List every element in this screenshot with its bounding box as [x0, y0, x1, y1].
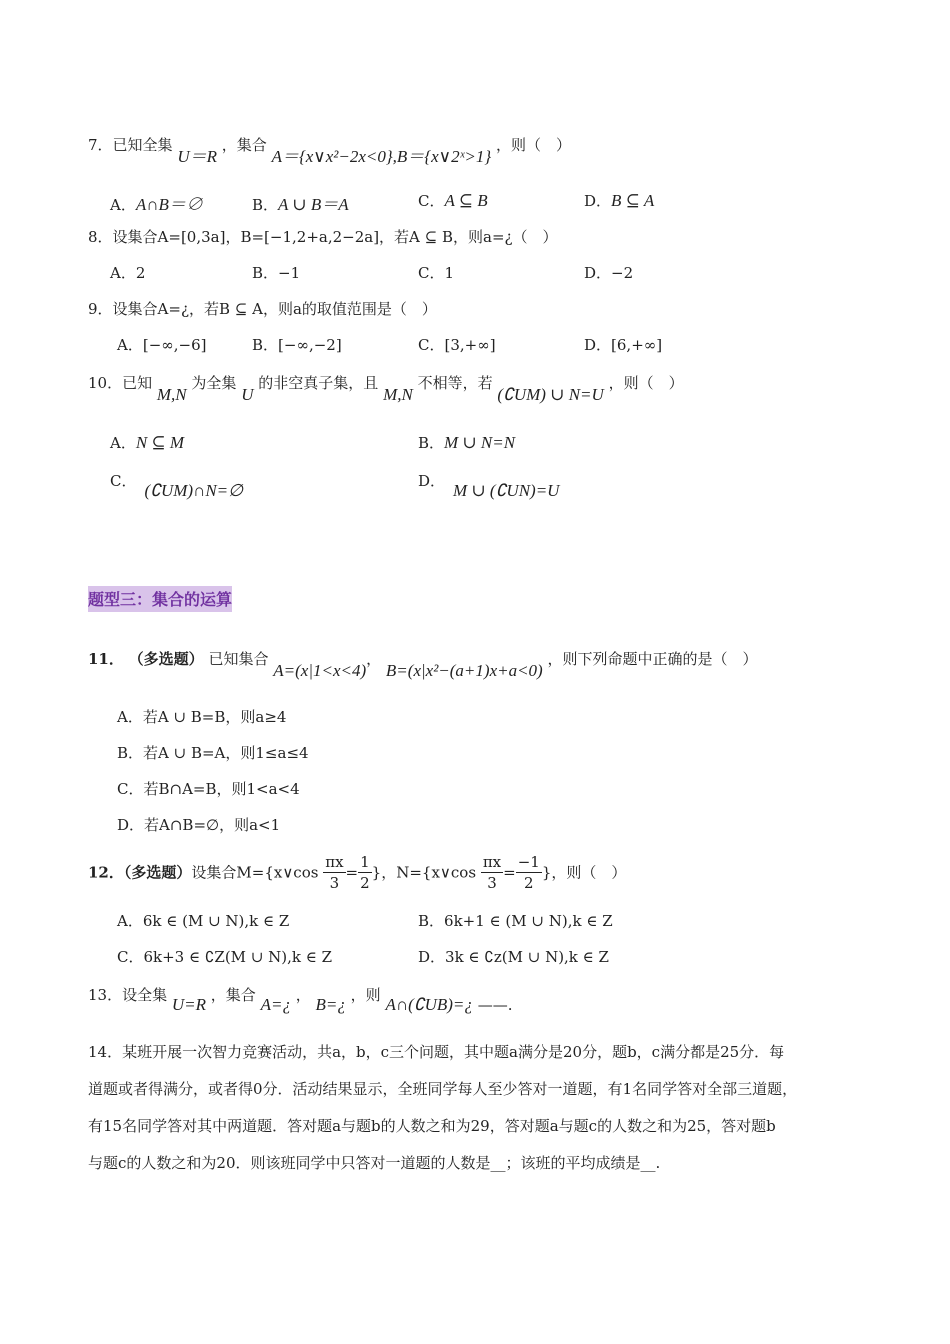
option-math: 2	[135, 264, 146, 282]
q13-stem-text-4: ，则	[350, 986, 381, 1004]
q7-stem-text-3: ，则（ ）	[495, 136, 571, 154]
q7-option-c[interactable]	[418, 190, 488, 211]
q12-fraction-3	[481, 852, 503, 893]
q12-stem-text-3: }，则（ ）	[541, 863, 627, 882]
option-label: B．	[252, 336, 279, 354]
q11-tag: （多选题）	[128, 650, 204, 668]
option-math: (∁UM)∩N=∅	[144, 481, 243, 500]
option-label: A．	[117, 912, 143, 930]
option-label: C．	[117, 780, 144, 798]
q12-equals: =	[345, 863, 359, 882]
q11-option-c[interactable]	[117, 778, 300, 799]
q11-number: 11．	[88, 650, 124, 668]
q10-stem-text: 10．已知	[88, 374, 153, 392]
q11-set-a: A=(x|1<x<4)	[273, 661, 367, 680]
fraction-denominator: 3	[487, 874, 497, 892]
option-label: D．	[584, 264, 612, 282]
option-math: M ∪ N=N	[444, 433, 516, 452]
option-math: 6k+1 ∈ (M ∪ N),k ∈ Z	[444, 912, 613, 930]
option-label: A．	[110, 196, 136, 214]
option-label: C．	[117, 948, 144, 966]
q13-answer-blank[interactable]: ——.	[477, 996, 513, 1014]
option-label: D．	[584, 192, 612, 210]
q14-line-1: 14．某班开展一次智力竞赛活动，共a，b，c三个问题，其中题a满分是20分，题b，c满分都是25分．每	[88, 1043, 785, 1061]
q13-expression: A∩(∁UB)=¿	[385, 995, 473, 1014]
q8-option-b[interactable]	[252, 262, 300, 283]
option-math: A∩B＝∅	[135, 195, 203, 214]
q13-stem-text-2: ，集合	[210, 986, 256, 1004]
q9-option-c[interactable]	[418, 334, 496, 355]
option-math: [6,+∞]	[611, 336, 663, 354]
option-label: B．	[252, 264, 279, 282]
option-label: D．	[418, 948, 446, 966]
q12-option-b[interactable]	[418, 910, 613, 931]
option-label: A．	[117, 336, 143, 354]
option-label: B．	[117, 744, 144, 762]
q9-option-d[interactable]	[584, 334, 662, 355]
option-math: 3k ∈ ∁z(M ∪ N),k ∈ Z	[445, 948, 609, 966]
q12-option-c[interactable]	[117, 946, 332, 967]
option-label: D．	[117, 816, 145, 834]
q13-stem-text: 13．设全集	[88, 986, 168, 1004]
q10-math-u: U	[241, 385, 254, 404]
q10-math-mn: M,N	[156, 385, 187, 404]
q7-stem	[88, 130, 571, 166]
q8-option-c[interactable]	[418, 262, 454, 283]
q14-paragraph	[88, 1034, 878, 1182]
q10-stem-text-2: 为全集	[191, 374, 237, 392]
fraction-numerator: πx	[482, 853, 502, 871]
fraction-denominator: 3	[329, 874, 340, 892]
option-text: 若A ∪ B=A，则1≤a≤4	[143, 744, 309, 762]
q7-option-d[interactable]	[584, 190, 654, 211]
option-math: −2	[611, 264, 634, 282]
option-text: 若B∩A=B，则1<a<4	[143, 780, 300, 798]
option-label: C．	[418, 336, 445, 354]
option-label: C．	[418, 264, 445, 282]
q10-stem-text-4: 不相等，若	[417, 374, 493, 392]
q14-line-4: 与题c的人数之和为20．则该班同学中只答对一道题的人数是__；该班的平均成绩是__.	[88, 1154, 661, 1172]
option-math: −1	[278, 264, 301, 282]
q13-universal-set: U=R	[171, 995, 207, 1014]
q10-option-b[interactable]	[418, 432, 515, 453]
q7-stem-text: 7．已知全集	[88, 136, 173, 154]
q7-set-definitions: A＝{x∨x²−2x<0},B＝{x∨2ˣ>1}	[271, 147, 492, 166]
q11-stem-text: 已知集合	[208, 650, 269, 668]
option-math: M ∪ (∁UN)=U	[453, 481, 560, 500]
q13-set-a: A=¿	[260, 995, 291, 1014]
q12-number: 12．	[88, 863, 124, 882]
q10-option-d[interactable]	[418, 470, 560, 500]
option-label: A．	[110, 264, 136, 282]
q8-stem: 8．设集合A=[0,3a]，B=[−1,2+a,2−2a]，若A ⊆ B，则a=¿（ ）	[88, 228, 558, 246]
q13-stem-text-3: ，	[295, 986, 311, 1004]
q9-stem: 9．设集合A=¿，若B ⊆ A，则a的取值范围是（ ）	[88, 300, 437, 318]
q11-stem-text-2: ，则下列命题中正确的是（ ）	[547, 650, 758, 668]
q13-set-b: B=¿	[315, 995, 346, 1014]
option-math: N ⊆ M	[135, 433, 185, 452]
q7-option-a[interactable]	[110, 190, 203, 215]
q9-option-b[interactable]	[252, 334, 342, 355]
q11-option-b[interactable]	[117, 742, 309, 763]
option-label: B．	[418, 912, 445, 930]
q12-fraction-4	[516, 852, 542, 893]
option-label: A．	[117, 708, 143, 726]
q12-option-a[interactable]	[117, 910, 289, 931]
option-math: 1	[444, 264, 455, 282]
q12-stem-text-2: }，N={x∨cos	[371, 863, 477, 882]
option-label: A．	[110, 434, 136, 452]
q13-stem	[88, 984, 513, 1014]
q12-stem	[88, 852, 626, 893]
option-math: [−∞,−6]	[142, 336, 207, 354]
option-label: B．	[418, 434, 445, 452]
q10-option-c[interactable]	[110, 470, 243, 500]
q10-stem-text-3: 的非空真子集，且	[258, 374, 379, 392]
option-math: B ⊆ A	[611, 191, 655, 210]
q9-option-a[interactable]	[117, 334, 207, 355]
q10-stem	[88, 372, 684, 404]
option-label: B．	[252, 196, 279, 214]
option-math: 6k+3 ∈ ∁Z(M ∪ N),k ∈ Z	[143, 948, 333, 966]
fraction-denominator: 2	[524, 874, 534, 892]
fraction-numerator: −1	[517, 853, 540, 871]
option-label: C．	[110, 472, 137, 490]
option-text: 若A ∪ B=B，则a≥4	[142, 708, 287, 726]
q12-fraction-2	[358, 852, 372, 893]
q11-option-d[interactable]	[117, 814, 280, 835]
option-label: D．	[418, 472, 446, 490]
option-text: 若A∩B=∅，则a<1	[144, 816, 281, 834]
q7-universal-set: U＝R	[177, 147, 217, 166]
fraction-numerator: πx	[325, 853, 344, 871]
option-math: A ∪ B＝A	[278, 195, 349, 214]
q12-stem-text: 设集合M={x∨cos	[191, 863, 319, 882]
q10-option-a[interactable]	[110, 432, 184, 453]
q12-fraction-1	[323, 852, 345, 893]
option-math: [−∞,−2]	[278, 336, 342, 354]
fraction-numerator: 1	[360, 853, 370, 871]
option-math: [3,+∞]	[444, 336, 496, 354]
q12-tag: （多选题）	[123, 863, 192, 882]
fraction-denominator: 2	[360, 874, 370, 892]
q7-stem-text-2: ，集合	[221, 136, 267, 154]
q14-line-2: 道题或者得满分，或者得0分．活动结果显示，全班同学每人至少答对一道题，有1名同学答对全部三道题，	[88, 1080, 798, 1098]
q8-option-a[interactable]	[110, 262, 145, 283]
option-label: C．	[418, 192, 445, 210]
option-math: 6k ∈ (M ∪ N),k ∈ Z	[142, 912, 290, 930]
section-title: 题型三：集合的运算	[88, 586, 232, 612]
q8-option-d[interactable]	[584, 262, 633, 283]
q10-stem-text-5: ，则（ ）	[608, 374, 684, 392]
q7-option-b[interactable]	[252, 190, 349, 215]
q14-line-3: 有15名同学答对其中两道题．答对题a与题b的人数之和为29，答对题a与题c的人数之和为25，答对题b	[88, 1117, 776, 1135]
q11-set-b: B=(x|x²−(a+1)x+a<0)	[385, 661, 543, 680]
option-label: D．	[584, 336, 612, 354]
q10-math-mn-2: M,N	[383, 385, 413, 404]
option-math: A ⊆ B	[444, 191, 488, 210]
q11-stem: 11． （多选题） 已知集合 A=(x|1<x<4)， B=(x|x²−(a+1)x+a<0) ，则下列命题中正确的是（ ）	[88, 650, 758, 680]
q12-equals-2: =	[503, 863, 516, 882]
q11-option-a[interactable]	[117, 706, 286, 727]
q10-condition: (∁UM) ∪ N=U	[497, 385, 604, 404]
q12-option-d[interactable]	[418, 946, 609, 967]
